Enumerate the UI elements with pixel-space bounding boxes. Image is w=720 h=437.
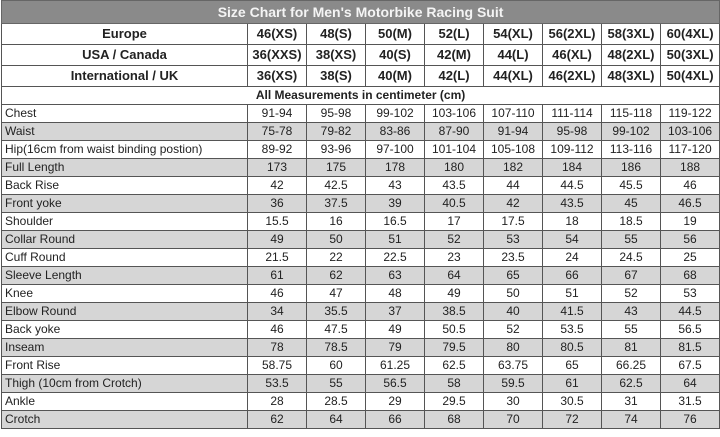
measurement-cell: 66.25 [602,357,661,375]
measurement-label: Ankle [2,393,248,411]
measurement-cell: 52 [484,321,543,339]
size-cell: 48(2XL) [602,45,661,66]
measurement-cell: 37.5 [307,195,366,213]
measurement-cell: 81.5 [661,339,720,357]
measurement-cell: 79.5 [425,339,484,357]
measurement-cell: 115-118 [602,105,661,123]
measurement-row [2,267,720,285]
measurement-label: Front Rise [2,357,248,375]
measurement-cell: 31 [602,393,661,411]
measurement-cell: 63 [366,267,425,285]
measurement-cell: 64 [307,411,366,429]
measurement-cell: 83-86 [366,123,425,141]
measurement-cell: 80 [484,339,543,357]
measurement-cell: 45 [602,195,661,213]
size-cell: 56(2XL) [543,24,602,45]
measurement-cell: 89-92 [248,141,307,159]
measurement-label: Sleeve Length [2,267,248,285]
size-system-label: USA / Canada [2,45,248,66]
size-cell: 60(4XL) [661,24,720,45]
measurement-cell: 49 [248,231,307,249]
measurement-cell: 41.5 [543,303,602,321]
measurement-row [2,105,720,123]
measurement-cell: 17 [425,213,484,231]
measurement-cell: 24 [543,249,602,267]
measurement-cell: 46 [248,285,307,303]
measurement-cell: 56.5 [661,321,720,339]
measurement-cell: 50.5 [425,321,484,339]
measurement-cell: 66 [366,411,425,429]
measurement-cell: 36 [248,195,307,213]
measurement-cell: 28 [248,393,307,411]
measurement-cell: 175 [307,159,366,177]
measurement-cell: 49 [366,321,425,339]
measurement-cell: 46 [661,177,720,195]
measurement-cell: 53 [484,231,543,249]
measurement-note-row [2,87,720,105]
measurement-cell: 50 [484,285,543,303]
measurement-cell: 55 [307,375,366,393]
measurement-label: Elbow Round [2,303,248,321]
size-cell: 40(M) [366,66,425,87]
measurement-cell: 184 [543,159,602,177]
size-cell: 36(XS) [248,66,307,87]
measurement-label: Chest [2,105,248,123]
measurement-row [2,411,720,429]
size-cell: 42(M) [425,45,484,66]
measurement-label: Thigh (10cm from Crotch) [2,375,248,393]
size-system-label: Europe [2,24,248,45]
measurement-row [2,123,720,141]
measurement-cell: 52 [425,231,484,249]
measurement-cell: 62.5 [602,375,661,393]
measurement-row [2,249,720,267]
measurement-cell: 43.5 [543,195,602,213]
measurement-cell: 31.5 [661,393,720,411]
measurement-cell: 63.75 [484,357,543,375]
measurement-cell: 101-104 [425,141,484,159]
measurement-label: Collar Round [2,231,248,249]
measurement-cell: 45.5 [602,177,661,195]
measurement-cell: 113-116 [602,141,661,159]
measurement-cell: 56 [661,231,720,249]
measurement-row [2,285,720,303]
measurement-cell: 91-94 [484,123,543,141]
measurement-cell: 119-122 [661,105,720,123]
measurement-cell: 99-102 [366,105,425,123]
measurement-cell: 42 [248,177,307,195]
measurement-cell: 50 [307,231,366,249]
size-chart-body [2,1,720,429]
size-cell: 50(3XL) [661,45,720,66]
measurement-cell: 111-114 [543,105,602,123]
measurement-cell: 47.5 [307,321,366,339]
measurement-cell: 70 [484,411,543,429]
size-system-label: International / UK [2,66,248,87]
measurement-cell: 43.5 [425,177,484,195]
measurement-cell: 173 [248,159,307,177]
size-cell: 38(XS) [307,45,366,66]
measurement-cell: 24.5 [602,249,661,267]
size-cell: 50(4XL) [661,66,720,87]
measurement-cell: 53.5 [248,375,307,393]
measurement-cell: 39 [366,195,425,213]
measurement-cell: 49 [425,285,484,303]
measurement-cell: 21.5 [248,249,307,267]
measurement-cell: 55 [602,231,661,249]
measurement-cell: 188 [661,159,720,177]
measurement-label: Knee [2,285,248,303]
measurement-cell: 182 [484,159,543,177]
measurement-cell: 78 [248,339,307,357]
measurement-row [2,303,720,321]
size-system-row [2,66,720,87]
measurement-cell: 103-106 [661,123,720,141]
measurement-cell: 99-102 [602,123,661,141]
measurement-cell: 180 [425,159,484,177]
measurement-cell: 58.75 [248,357,307,375]
measurement-row [2,393,720,411]
measurement-cell: 66 [543,267,602,285]
measurement-cell: 79-82 [307,123,366,141]
measurement-row [2,231,720,249]
measurement-cell: 65 [484,267,543,285]
measurement-cell: 16 [307,213,366,231]
measurement-cell: 79 [366,339,425,357]
measurement-cell: 186 [602,159,661,177]
measurement-cell: 53 [661,285,720,303]
measurement-row [2,321,720,339]
measurement-cell: 42 [484,195,543,213]
title-row [2,1,720,24]
measurement-cell: 87-90 [425,123,484,141]
measurement-cell: 95-98 [543,123,602,141]
size-cell: 44(L) [484,45,543,66]
measurement-cell: 44.5 [543,177,602,195]
measurement-cell: 15.5 [248,213,307,231]
measurement-cell: 51 [543,285,602,303]
measurement-label: Full Length [2,159,248,177]
measurement-row [2,141,720,159]
measurement-cell: 62 [307,267,366,285]
measurement-cell: 64 [425,267,484,285]
measurement-label: Inseam [2,339,248,357]
measurement-cell: 46 [248,321,307,339]
measurement-cell: 55 [602,321,661,339]
measurement-cell: 61.25 [366,357,425,375]
measurement-cell: 29 [366,393,425,411]
measurement-cell: 37 [366,303,425,321]
size-cell: 50(M) [366,24,425,45]
measurement-cell: 80.5 [543,339,602,357]
measurement-row [2,177,720,195]
measurement-cell: 38.5 [425,303,484,321]
measurement-cell: 44 [484,177,543,195]
size-cell: 38(S) [307,66,366,87]
measurement-cell: 67.5 [661,357,720,375]
size-cell: 46(XL) [543,45,602,66]
measurement-label: Back Rise [2,177,248,195]
size-cell: 48(3XL) [602,66,661,87]
measurement-cell: 62.5 [425,357,484,375]
measurement-label: Shoulder [2,213,248,231]
measurement-cell: 95-98 [307,105,366,123]
measurement-cell: 23 [425,249,484,267]
size-cell: 36(XXS) [248,45,307,66]
measurement-cell: 74 [602,411,661,429]
measurement-cell: 56.5 [366,375,425,393]
measurement-cell: 43 [602,303,661,321]
measurement-label: Back yoke [2,321,248,339]
measurement-cell: 40.5 [425,195,484,213]
measurement-row [2,213,720,231]
measurement-cell: 52 [602,285,661,303]
measurement-cell: 105-108 [484,141,543,159]
measurement-cell: 40 [484,303,543,321]
measurement-label: Front yoke [2,195,248,213]
measurement-cell: 53.5 [543,321,602,339]
measurement-cell: 61 [543,375,602,393]
size-cell: 48(S) [307,24,366,45]
measurement-cell: 18 [543,213,602,231]
measurement-cell: 28.5 [307,393,366,411]
measurement-cell: 81 [602,339,661,357]
measurement-cell: 61 [248,267,307,285]
measurement-cell: 48 [366,285,425,303]
measurement-cell: 30 [484,393,543,411]
size-cell: 58(3XL) [602,24,661,45]
measurement-cell: 47 [307,285,366,303]
measurement-cell: 43 [366,177,425,195]
measurement-cell: 22.5 [366,249,425,267]
size-chart-table [1,0,720,429]
measurement-cell: 46.5 [661,195,720,213]
measurement-cell: 34 [248,303,307,321]
measurement-row [2,375,720,393]
measurement-row [2,195,720,213]
size-cell: 52(L) [425,24,484,45]
measurement-cell: 65 [543,357,602,375]
measurement-row [2,357,720,375]
size-cell: 40(S) [366,45,425,66]
measurement-cell: 29.5 [425,393,484,411]
measurement-cell: 68 [425,411,484,429]
measurement-row [2,159,720,177]
measurement-row [2,339,720,357]
measurement-label: Cuff Round [2,249,248,267]
measurement-cell: 59.5 [484,375,543,393]
measurement-cell: 18.5 [602,213,661,231]
measurement-cell: 19 [661,213,720,231]
measurement-cell: 91-94 [248,105,307,123]
measurement-cell: 51 [366,231,425,249]
size-system-row [2,45,720,66]
measurement-cell: 117-120 [661,141,720,159]
size-cell: 54(XL) [484,24,543,45]
measurement-cell: 44.5 [661,303,720,321]
measurement-cell: 97-100 [366,141,425,159]
measurement-label: Hip(16cm from waist binding postion) [2,141,248,159]
measurement-cell: 17.5 [484,213,543,231]
measurement-cell: 30.5 [543,393,602,411]
measurement-cell: 109-112 [543,141,602,159]
measurement-cell: 62 [248,411,307,429]
measurement-cell: 64 [661,375,720,393]
measurement-cell: 54 [543,231,602,249]
measurement-note: All Measurements in centimeter (cm) [2,87,720,105]
measurement-cell: 72 [543,411,602,429]
measurement-cell: 35.5 [307,303,366,321]
measurement-cell: 78.5 [307,339,366,357]
measurement-cell: 58 [425,375,484,393]
measurement-cell: 25 [661,249,720,267]
measurement-cell: 23.5 [484,249,543,267]
measurement-cell: 75-78 [248,123,307,141]
measurement-cell: 103-106 [425,105,484,123]
measurement-cell: 42.5 [307,177,366,195]
measurement-cell: 16.5 [366,213,425,231]
measurement-label: Waist [2,123,248,141]
measurement-cell: 67 [602,267,661,285]
measurement-cell: 93-96 [307,141,366,159]
measurement-cell: 60 [307,357,366,375]
measurement-label: Crotch [2,411,248,429]
size-cell: 44(XL) [484,66,543,87]
size-cell: 42(L) [425,66,484,87]
size-system-row [2,24,720,45]
size-cell: 46(XS) [248,24,307,45]
measurement-cell: 107-110 [484,105,543,123]
measurement-cell: 22 [307,249,366,267]
chart-title: Size Chart for Men's Motorbike Racing Suit [2,1,720,24]
size-cell: 46(2XL) [543,66,602,87]
measurement-cell: 76 [661,411,720,429]
measurement-cell: 178 [366,159,425,177]
measurement-cell: 68 [661,267,720,285]
